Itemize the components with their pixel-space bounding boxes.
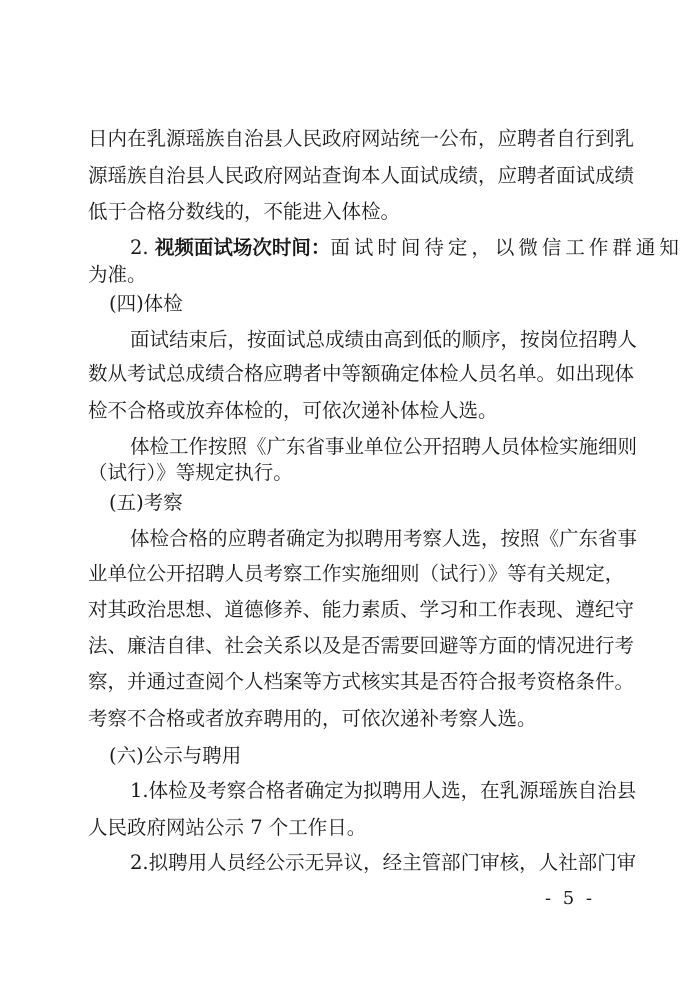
paragraph-line: 2.拟聘用人员经公示无异议，经主管部门审核，人社部门审: [130, 851, 637, 874]
bold-heading: 视频面试场次时间：: [154, 236, 331, 259]
section-heading: (六)公示与聘用: [109, 744, 242, 767]
section-heading: (五)考察: [109, 491, 183, 514]
paragraph-line: 检不合格或放弃体检的，可依次递补体检人选。: [88, 399, 498, 422]
paragraph-line: 人民政府网站公示 7 个工作日。: [88, 816, 367, 839]
paragraph-line: 法、廉洁自律、社会关系以及是否需要回避等方面的情况进行考: [88, 634, 635, 657]
paragraph-line: 体检合格的应聘者确定为拟聘用考察人选，按照《广东省事: [130, 527, 638, 550]
paragraph-line: 日内在乳源瑶族自治县人民政府网站统一公布，应聘者自行到乳: [88, 127, 635, 150]
paragraph-line: 为准。: [88, 263, 147, 286]
paragraph-line: （试行）》等规定执行。: [88, 461, 293, 484]
section-heading: (四)体检: [109, 292, 183, 315]
paragraph-line: 1.体检及考察合格者确定为拟聘用人选，在乳源瑶族自治县: [130, 779, 637, 802]
page-number: - 5 -: [545, 888, 596, 909]
paragraph-line: 察，并通过查阅个人档案等方式核实其是否符合报考资格条件。: [88, 670, 635, 693]
paragraph-line: 源瑶族自治县人民政府网站查询本人面试成绩，应聘者面试成绩: [88, 164, 635, 187]
paragraph-line-with-bold-heading: [130, 235, 683, 261]
paragraph-line: 对其政治思想、道德修养、能力素质、学习和工作表现、遵纪守: [88, 598, 635, 621]
paragraph-line: 低于合格分数线的，不能进入体检。: [88, 200, 401, 223]
item-number: 2.: [130, 236, 149, 259]
paragraph-line: 业单位公开招聘人员考察工作实施细则（试行）》等有关规定，: [88, 562, 625, 585]
paragraph-text: 面试时间待定，以微信工作群通知: [330, 236, 683, 259]
paragraph-line: 面试结束后，按面试总成绩由高到低的顺序，按岗位招聘人: [130, 328, 638, 351]
paragraph-line: 数从考试总成绩合格应聘者中等额确定体检人员名单。如出现体: [88, 362, 635, 385]
paragraph-line: 考察不合格或者放弃聘用的，可依次递补考察人选。: [88, 707, 537, 730]
paragraph-line: 体检工作按照《广东省事业单位公开招聘人员体检实施细则: [130, 435, 638, 458]
